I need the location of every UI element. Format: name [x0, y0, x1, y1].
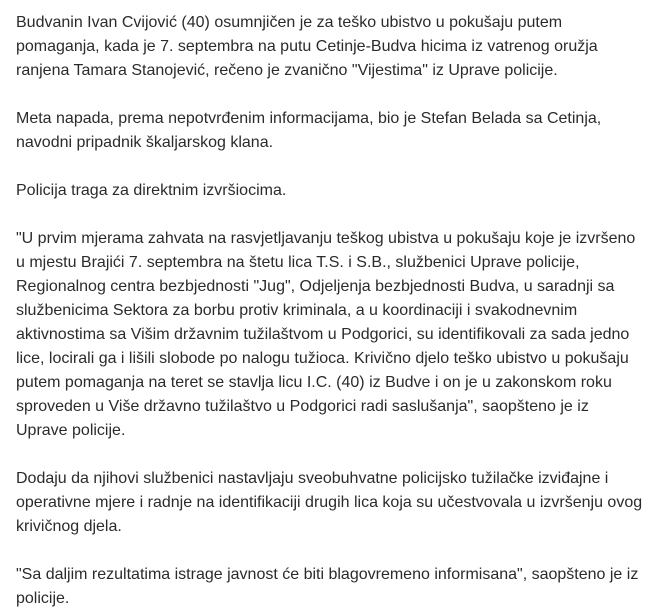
article-paragraph: Budvanin Ivan Cvijović (40) osumnjičen je za teško ubistvo u pokušaju putem pomaganja, kada je 7. septembra na putu Cetinje-Budva hicima iz vatrenog oružja ranjena Tamara Stanojević, rečeno je zvanično "Vijestima" iz Uprave policije. — [16, 14, 598, 79]
article-paragraph: Meta napada, prema nepotvrđenim informacijama, bio je Stefan Belada sa Cetinja, navodni pripadnik škaljarskog klana. — [16, 110, 602, 151]
article-paragraph-quote: "U prvim mjerama zahvata na rasvjetljavanju teškog ubistva u pokušaju koje je izvršeno u mjestu Brajići 7. septembra na štetu lica T.S. i S.B., službenici Uprave policije, Regionalnog centra bezbjednosti "Jug", Odjeljenja bezbjednosti Budva, u saradnji sa službenicima Sektora za borbu protiv kriminala, a u koordinaciji i svakodnevnim aktivnostima sa Višim državnim tužilaštvom u Podgorici, su identifikovali za sada jedno lice, locirali ga i lišili slobode po nalogu tužioca. Krivično djelo teško ubistvo u pokušaju putem pomaganja na teret se stavlja licu I.C. (40) iz Budve i on je u zakonskom roku sproveden u Više državno tužilaštvo u Podgorici radi saslušanja", saopšteno je iz Uprave policije. — [16, 230, 636, 439]
article-paragraph: Policija traga za direktnim izvršiocima. — [16, 182, 287, 199]
article-paragraph-quote: "Sa daljim rezultatima istrage javnost će biti blagovremeno informisana", saopšteno je iz policije. — [16, 566, 639, 607]
article-paragraph: Dodaju da njihovi službenici nastavljaju sveobuhvatne policijsko tužilačke izviđajne i operativne mjere i radnje na identifikaciji drugih lica koja su učestvovala u izvršenju ovog krivičnog djela. — [16, 470, 643, 535]
